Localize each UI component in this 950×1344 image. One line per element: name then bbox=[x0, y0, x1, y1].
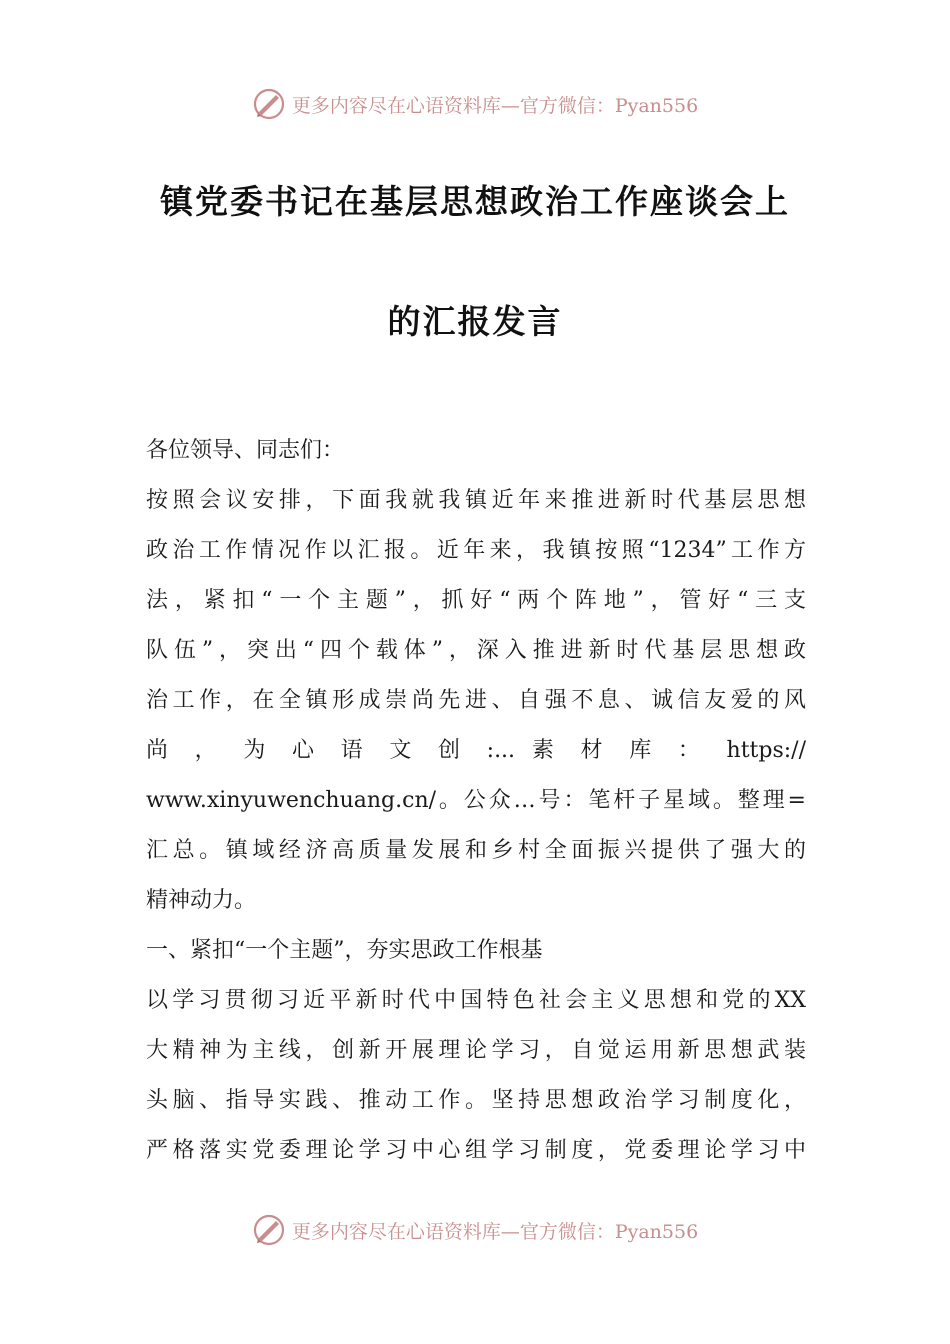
pen-logo-icon bbox=[252, 87, 286, 121]
watermark-text: 更多内容尽在心语资料库—官方微信：Pyan556 bbox=[291, 1220, 699, 1243]
salutation: 各位领导、同志们： bbox=[146, 438, 345, 463]
header-watermark bbox=[0, 84, 950, 124]
document-title-line-1: 镇党委书记在基层思想政治工作座谈会上 bbox=[160, 182, 790, 221]
paragraph-line: 法，紧扣“一个主题”，抓好“两个阵地”，管好“三支 bbox=[146, 588, 806, 613]
paragraph-line: 以学习贯彻习近平新时代中国特色社会主义思想和党的XX bbox=[146, 988, 806, 1013]
paragraph-line: 按照会议安排，下面我就我镇近年来推进新时代基层思想 bbox=[146, 488, 806, 513]
paragraph-line: 头脑、指导实践、推动工作。坚持思想政治学习制度化， bbox=[146, 1088, 806, 1113]
paragraph-line: 尚 ， 为 心 语 文 创 :... 素 材 库 ： https:// bbox=[146, 738, 806, 763]
watermark-text: 更多内容尽在心语资料库—官方微信：Pyan556 bbox=[291, 94, 699, 117]
footer-watermark bbox=[0, 1210, 950, 1250]
paragraph-line: www.xinyuwenchuang.cn/。公众…号：笔杆子星域。整理= bbox=[146, 788, 806, 813]
paragraph-line: 大精神为主线，创新开展理论学习，自觉运用新思想武装 bbox=[146, 1038, 806, 1063]
paragraph-line: 严格落实党委理论学习中心组学习制度，党委理论学习中 bbox=[146, 1138, 806, 1163]
paragraph-line: 政治工作情况作以汇报。近年来，我镇按照“1234”工作方 bbox=[146, 538, 806, 563]
paragraph-line: 治工作，在全镇形成崇尚先进、自强不息、诚信友爱的风 bbox=[146, 688, 806, 713]
pen-logo-icon bbox=[252, 1213, 286, 1247]
document-title-line-2: 的汇报发言 bbox=[387, 302, 563, 341]
paragraph-line: 精神动力。 bbox=[146, 888, 257, 913]
paragraph-line: 汇总。镇域经济高质量发展和乡村全面振兴提供了强大的 bbox=[146, 838, 806, 863]
section-heading-1: 一、紧扣“一个主题”，夯实思政工作根基 bbox=[146, 938, 543, 963]
paragraph-line: 队伍”，突出“四个载体”，深入推进新时代基层思想政 bbox=[146, 638, 806, 663]
